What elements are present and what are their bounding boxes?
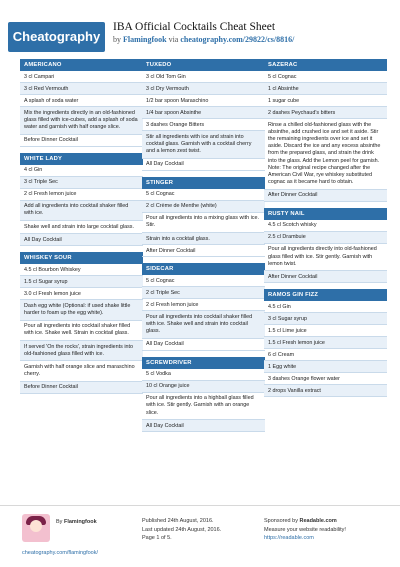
- cheatography-logo[interactable]: Cheatography: [8, 22, 105, 52]
- cocktail-row: Mix the ingredients directly in an old-fashioned glass filled with ice-cubes, add a splash of soda water and garnish with half orange slice.: [20, 107, 143, 135]
- cocktail-row: 5 cl Vodka: [142, 369, 265, 381]
- author-link[interactable]: Flamingfook: [123, 35, 167, 44]
- cocktail-section: [142, 59, 265, 171]
- section-title: AMERICANO: [20, 59, 143, 71]
- sponsor-name[interactable]: Readable.com: [299, 518, 337, 524]
- published-date: Published 24th August, 2016.: [142, 518, 214, 524]
- cocktail-row: 1.5 cl Sugar syrup: [20, 276, 143, 288]
- cocktail-row: 3 dashes Orange Bitters: [142, 119, 265, 131]
- page-number: Page 1 of 5.: [142, 535, 172, 541]
- cocktail-section: [264, 289, 387, 397]
- cocktail-row: 2 cl Triple Sec: [142, 287, 265, 299]
- cocktail-row: 2 dashes Peychaud's bitters: [264, 107, 387, 119]
- cocktail-row: 2 cl Fresh lemon juice: [20, 189, 143, 201]
- cocktail-row: 4.5 cl Bourbon Whiskey: [20, 264, 143, 276]
- column-2: [142, 59, 265, 438]
- cocktail-row: 4.5 cl Scotch whisky: [264, 220, 387, 232]
- cocktail-row: Shake well and strain into large cocktail glass.: [20, 221, 143, 234]
- cocktail-section: [142, 357, 265, 433]
- section-title: WHISKEY SOUR: [20, 252, 143, 264]
- sheet-title: IBA Official Cocktails Cheat Sheet: [113, 21, 276, 33]
- cocktail-row: After Dinner Cocktail: [264, 190, 387, 202]
- cocktail-row: All Day Cocktail: [142, 159, 265, 171]
- cocktail-row: 3 cl Triple Sec: [20, 177, 143, 189]
- cocktail-row: 1 cl Absinthe: [264, 83, 387, 95]
- cocktail-section: [20, 252, 143, 394]
- cocktail-row: Pour all ingredients directly into old-fashioned glass filled with ice. Stir gently. Garnish with lemon twist.: [264, 244, 387, 272]
- cocktail-section: [264, 59, 387, 202]
- cocktail-row: All Day Cocktail: [20, 234, 143, 246]
- cocktail-row: 4.5 cl Gin: [264, 301, 387, 313]
- author-avatar: [22, 514, 50, 542]
- cocktail-row: Pour all ingredients into a highball glass filled with ice. Stir gently. Garnish with an orange slice.: [142, 393, 265, 421]
- section-title: SCREWDRIVER: [142, 357, 265, 369]
- cocktail-row: Garnish with half orange slice and maraschino cherry.: [20, 361, 143, 381]
- footer-author: By Flamingfook: [56, 519, 97, 525]
- cocktail-row: Before Dinner Cocktail: [20, 135, 143, 147]
- cocktail-row: Pour all ingredients into a mixing glass with ice. Stir.: [142, 213, 265, 233]
- cocktail-row: Rinse a chilled old-fashioned glass with the absinthe, add crushed ice and set it aside. Stir the remaining ingredients over ice and set it aside. Discard the ice and any excess absinthe from the prepared glass, and strain the drink into the glass. Add the Lemon peel for garnish. Note: The original recipe changed after the American Civil War, rye whiskey substituted cognac as it became hard to obtain.: [264, 119, 387, 190]
- cocktail-row: 1 Egg white: [264, 361, 387, 373]
- cocktail-row: All Day Cocktail: [142, 420, 265, 432]
- cocktail-row: 3 cl Red Vermouth: [20, 83, 143, 95]
- cocktail-row: Add all ingredients into cocktail shaker filled with ice.: [20, 201, 143, 221]
- updated-date: Last updated 24th August, 2016.: [142, 526, 222, 533]
- page-footer: [0, 505, 400, 567]
- cocktail-row: Dash egg white (Optional: if used shake little harder to foam up the egg white).: [20, 300, 143, 320]
- page-header: [0, 0, 400, 62]
- cocktail-row: 5 cl Cognac: [264, 71, 387, 83]
- cocktail-row: All Day Cocktail: [142, 339, 265, 351]
- section-title: RAMOS GIN FIZZ: [264, 289, 387, 301]
- cocktail-row: 2 cl Fresh lemon juice: [142, 299, 265, 311]
- cocktail-row: 1.5 cl Lime juice: [264, 325, 387, 337]
- cocktail-row: 2 cl Crème de Menthe (white): [142, 201, 265, 213]
- cocktail-row: After Dinner Cocktail: [142, 245, 265, 257]
- cocktail-section: [142, 263, 265, 351]
- footer-author-url[interactable]: cheatography.com/flamingfook/: [22, 550, 99, 556]
- cocktail-row: After Dinner Cocktail: [264, 271, 387, 283]
- cocktail-row: 1/2 bar spoon Maraschino: [142, 95, 265, 107]
- cocktail-row: If served 'On the rocks', strain ingredients into old-fashioned glass filled with ice.: [20, 341, 143, 361]
- cocktail-row: 3 cl Old Tom Gin: [142, 71, 265, 83]
- cocktail-row: Strain into a cocktail glass.: [142, 233, 265, 245]
- cocktail-row: Stir all ingredients with ice and strain into cocktail glass. Garnish with a cocktail cherry and a lemon zest twist.: [142, 131, 265, 159]
- cocktail-row: 1 sugar cube: [264, 95, 387, 107]
- footer-sponsor: Sponsored by Readable.com Measure your website readability! https://readable.com: [264, 518, 346, 541]
- cocktail-row: 3 cl Campari: [20, 71, 143, 83]
- cocktail-row: A splash of soda water: [20, 95, 143, 107]
- cocktail-section: [20, 153, 143, 247]
- section-title: TUXEDO: [142, 59, 265, 71]
- cocktail-row: 3.0 cl Fresh lemon juice: [20, 288, 143, 300]
- cocktail-row: Pour all ingredients into cocktail shaker filled with ice. Shake well. Strain in cocktail glass.: [20, 321, 143, 341]
- column-1: [20, 59, 143, 400]
- section-title: WHITE LADY: [20, 153, 143, 165]
- column-3: [264, 59, 387, 403]
- cocktail-row: 4 cl Gin: [20, 165, 143, 177]
- cocktail-section: [264, 208, 387, 284]
- cocktail-row: Before Dinner Cocktail: [20, 382, 143, 394]
- footer-author-name[interactable]: Flamingfook: [63, 519, 97, 525]
- cocktail-section: [20, 59, 143, 147]
- section-title: SAZERAC: [264, 59, 387, 71]
- cocktail-row: 2.5 cl Drambuie: [264, 232, 387, 244]
- cocktail-row: 5 cl Cognac: [142, 189, 265, 201]
- cocktail-row: 1.5 cl Fresh lemon juice: [264, 337, 387, 349]
- section-title: STINGER: [142, 177, 265, 189]
- cocktail-row: 3 cl Dry Vermouth: [142, 83, 265, 95]
- cocktail-row: 3 cl Sugar syrup: [264, 313, 387, 325]
- cocktail-row: 3 dashes Orange flower water: [264, 373, 387, 385]
- cocktail-row: Pour all ingredients into cocktail shaker filled with ice. Shake well and strain into cocktail glass.: [142, 311, 265, 339]
- sponsor-url[interactable]: https://readable.com: [264, 535, 314, 541]
- cocktail-row: 5 cl Cognac: [142, 275, 265, 287]
- sponsor-text: Measure your website readability!: [264, 526, 346, 533]
- section-title: RUSTY NAIL: [264, 208, 387, 220]
- cocktail-row: 1/4 bar spoon Absinthe: [142, 107, 265, 119]
- cocktail-row: 6 cl Cream: [264, 349, 387, 361]
- footer-dates: [142, 517, 221, 543]
- sheet-url-link[interactable]: cheatography.com/29822/cs/8816/: [180, 35, 295, 44]
- cocktail-section: [142, 177, 265, 257]
- sheet-subtitle: by Flamingfook via cheatography.com/29822/cs/8816/: [113, 35, 295, 44]
- section-title: SIDECAR: [142, 263, 265, 275]
- cocktail-row: 2 drops Vanilla extract: [264, 385, 387, 397]
- cocktail-row: 10 cl Orange juice: [142, 381, 265, 393]
